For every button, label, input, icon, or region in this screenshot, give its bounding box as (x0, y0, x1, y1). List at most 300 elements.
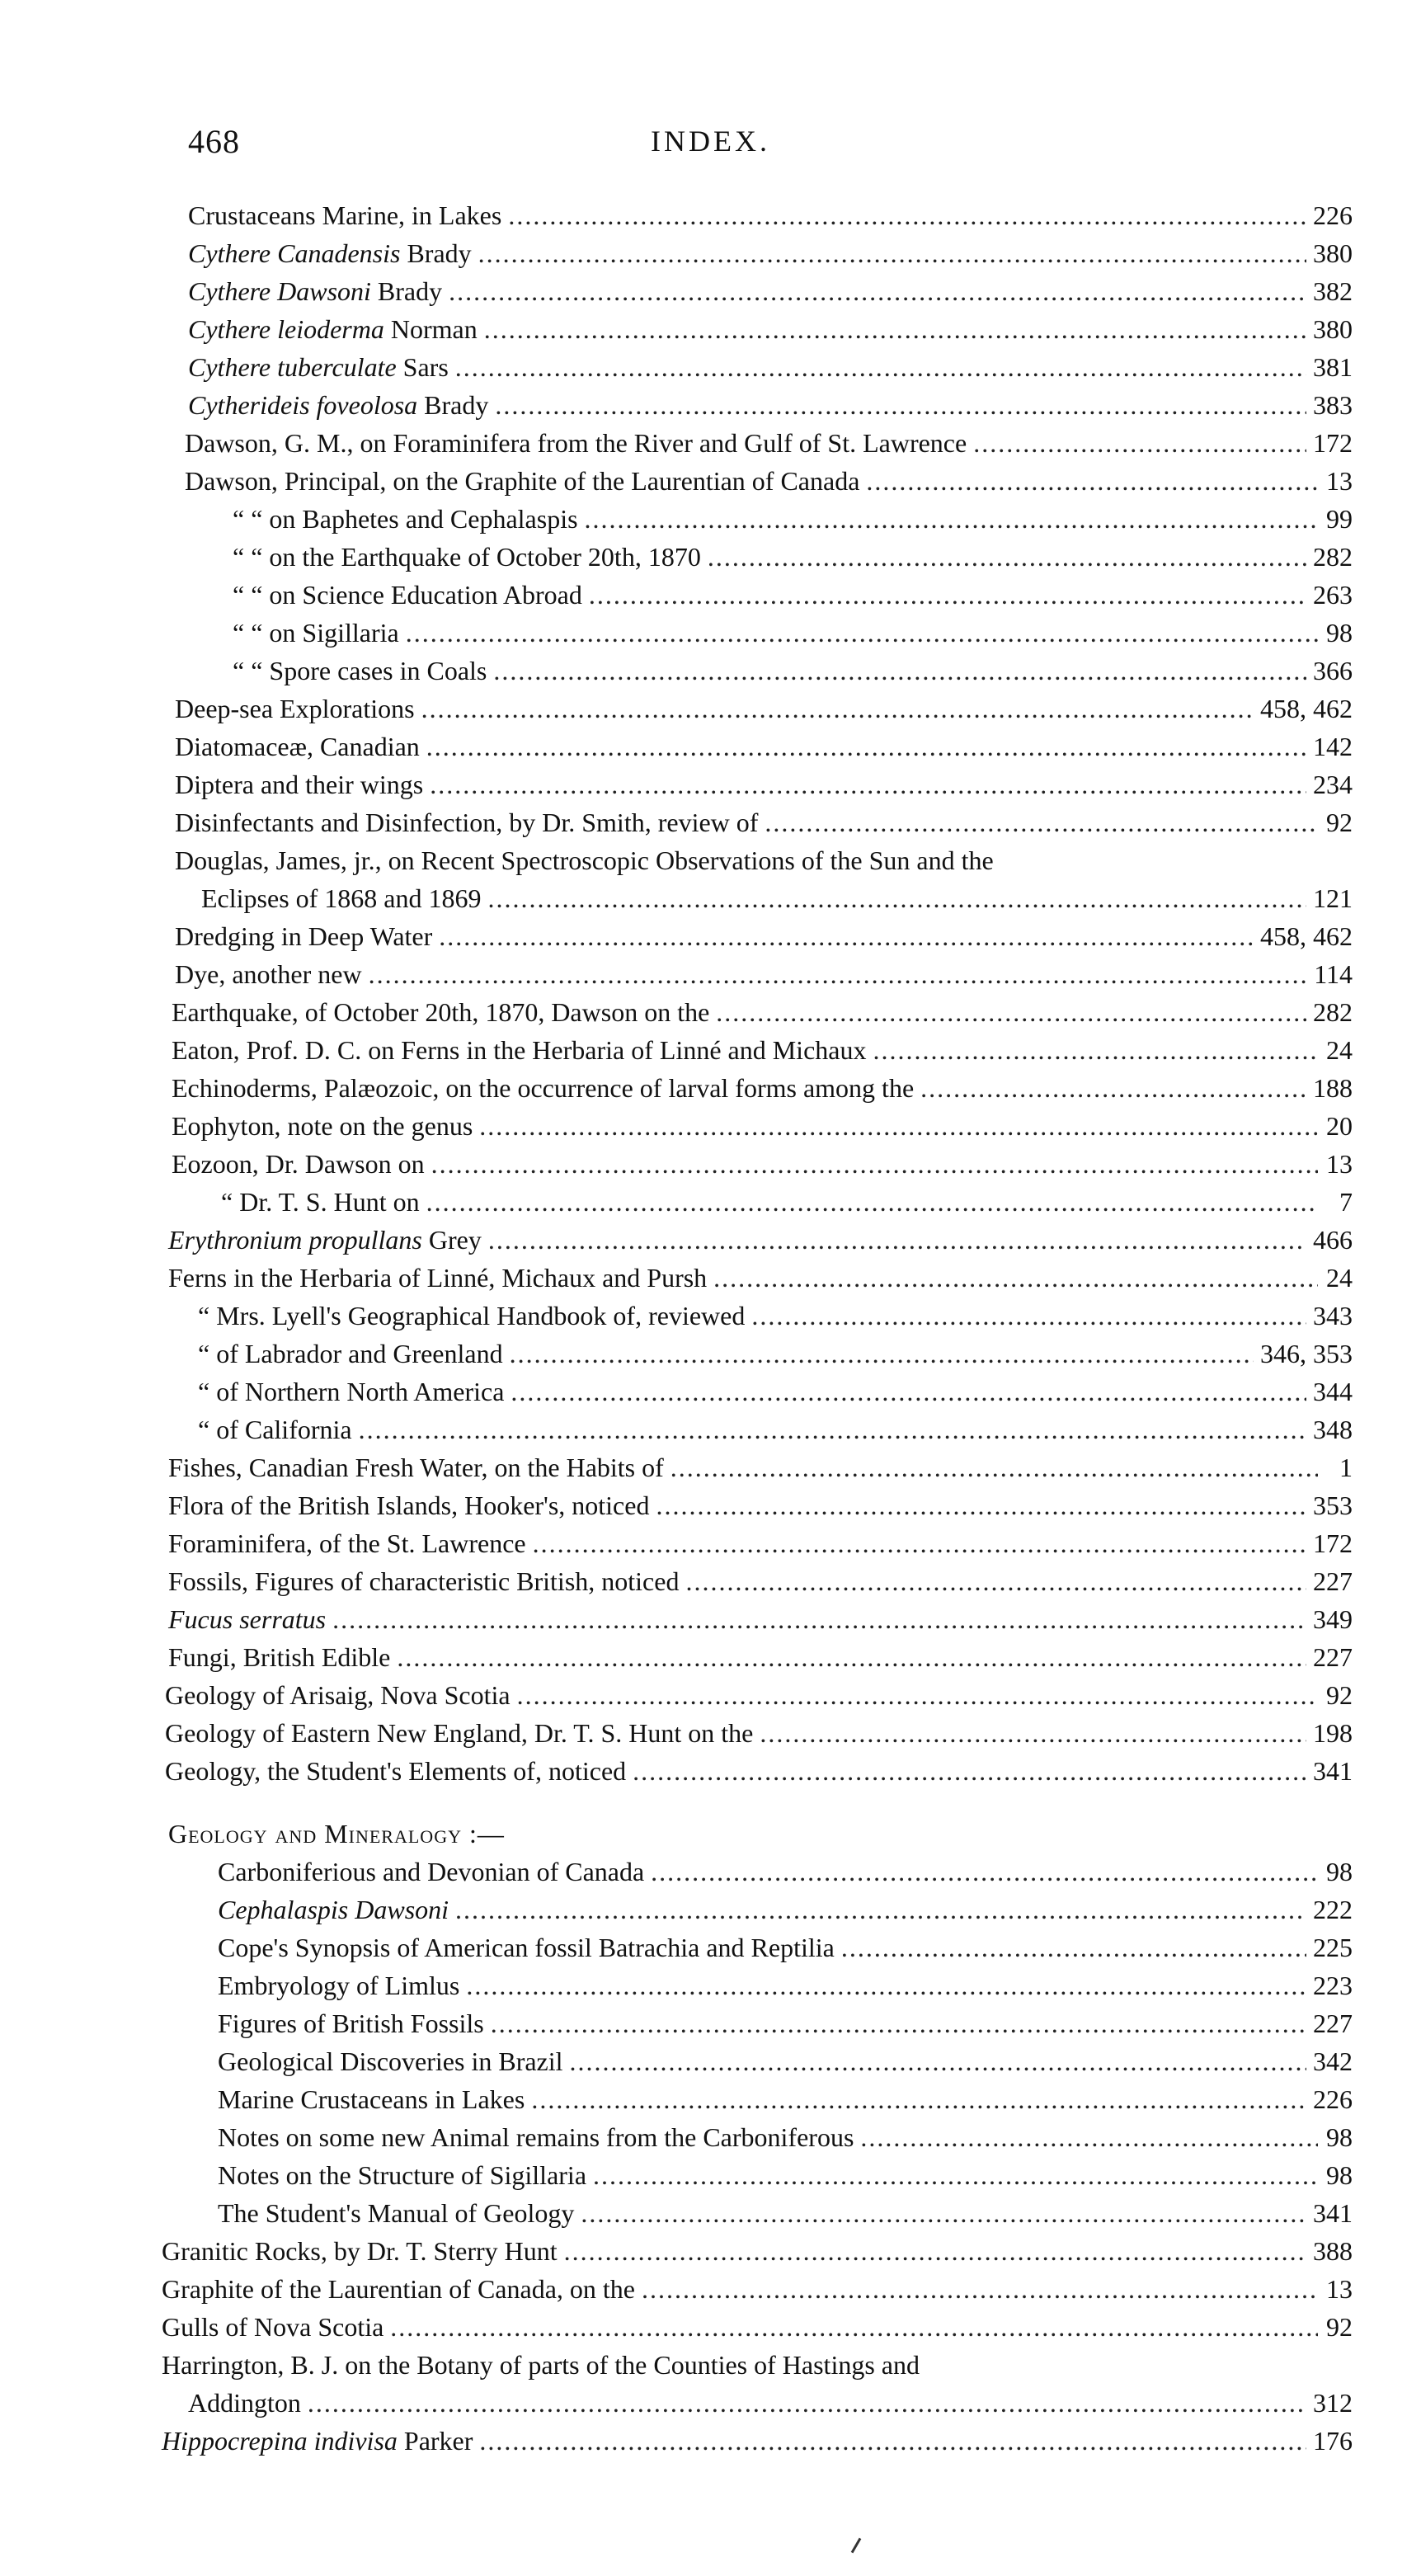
entry-text (162, 2270, 635, 2308)
entry-label: The Student's Manual of Geology (218, 2198, 575, 2228)
index-entry (0, 1524, 1353, 1562)
index-entry (0, 879, 1353, 917)
section-gap (0, 1790, 1421, 1815)
leader-dots (426, 728, 1306, 765)
index-entry (0, 1600, 1353, 1638)
entry-label: “ “ Spore cases in Coals (233, 656, 487, 685)
entry-label: “ “ on Baphetes and Cephalaspis (233, 504, 578, 534)
entry-text (175, 955, 362, 993)
entry-text (221, 1183, 420, 1221)
leader-dots (466, 1966, 1306, 2004)
entry-label: “ of Northern North America (198, 1377, 505, 1406)
leader-dots (369, 955, 1308, 993)
entry-label: “ Dr. T. S. Hunt on (221, 1187, 420, 1217)
entry-text (188, 348, 449, 386)
index-entry (0, 1145, 1353, 1183)
index-entry (0, 2042, 1353, 2080)
entry-label: Crustaceans Marine, in Lakes (188, 200, 502, 230)
entry-italic: Cythere tuberculate (188, 352, 397, 382)
page-reference: 341 (1313, 2198, 1353, 2228)
index-entry (0, 1928, 1353, 1966)
entry-text (218, 1966, 459, 2004)
page-reference: 188 (1313, 1073, 1353, 1103)
entry-text (218, 1928, 835, 1966)
index-entry (0, 1297, 1353, 1335)
page-reference: 344 (1313, 1377, 1353, 1406)
index-entry (0, 500, 1353, 538)
index-entry (0, 917, 1353, 955)
page-reference: 7 (1339, 1187, 1353, 1217)
index-entry (0, 1069, 1353, 1107)
entry-italic: Cythere Canadensis (188, 238, 401, 268)
entry-text (175, 765, 423, 803)
entry-text (175, 690, 415, 728)
entry-text (218, 2042, 563, 2080)
page-reference: 99 (1326, 504, 1353, 534)
entry-text (168, 1486, 649, 1524)
index-entry (0, 424, 1353, 462)
entry-label: Geology and Mineralogy :— (168, 1819, 505, 1848)
entry-text (162, 2422, 473, 2460)
index-entry (0, 1752, 1353, 1790)
leader-dots (570, 2042, 1306, 2080)
leader-dots (491, 2004, 1306, 2042)
entry-label: Sars (396, 352, 449, 382)
page-reference: 98 (1326, 618, 1353, 648)
page-number: 468 (188, 123, 240, 160)
entry-label: Norman (383, 314, 478, 344)
index-entry (0, 1410, 1353, 1448)
index-entry (0, 993, 1353, 1031)
entry-text (185, 462, 859, 500)
leader-dots (564, 2232, 1306, 2270)
leader-dots (517, 1676, 1318, 1714)
page-reference: 24 (1326, 1035, 1353, 1065)
entry-label: Gulls of Nova Scotia (162, 2312, 384, 2342)
index-entry (0, 614, 1353, 652)
page-reference: 223 (1313, 1971, 1353, 2000)
index-entry (0, 2308, 1353, 2346)
leader-dots (426, 1183, 1318, 1221)
entry-text (198, 1297, 745, 1335)
page-reference: 383 (1313, 390, 1353, 420)
entry-label: Notes on the Structure of Sigillaria (218, 2160, 587, 2190)
entry-text (185, 424, 967, 462)
entry-text (162, 2346, 920, 2384)
entry-label: Granitic Rocks, by Dr. T. Sterry Hunt (162, 2236, 558, 2266)
index-entry (0, 1448, 1353, 1486)
page-reference: 380 (1313, 314, 1353, 344)
leader-dots (308, 2384, 1306, 2422)
page-reference: 222 (1313, 1895, 1353, 1924)
index-entry (0, 310, 1353, 348)
leader-dots (973, 424, 1306, 462)
entry-label: Harrington, B. J. on the Botany of parts of the Counties of Hastings and (162, 2350, 920, 2380)
page-reference: 458, 462 (1260, 921, 1353, 951)
leader-dots (760, 1714, 1306, 1752)
index-entry (0, 1966, 1353, 2004)
page-reference: 13 (1326, 2274, 1353, 2304)
leader-dots (589, 576, 1306, 614)
entry-text (168, 1524, 526, 1562)
page-reference: 227 (1313, 1642, 1353, 1672)
entry-italic: Fucus serratus (168, 1604, 327, 1634)
page-reference: 198 (1313, 1718, 1353, 1748)
index-entry (0, 272, 1353, 310)
leader-dots (713, 1259, 1318, 1297)
leader-dots (421, 690, 1254, 728)
index-entry (0, 765, 1353, 803)
leader-dots (765, 803, 1318, 841)
index-entry (0, 1259, 1353, 1297)
entry-text (233, 500, 578, 538)
page-reference: 466 (1313, 1225, 1353, 1255)
leader-dots (716, 993, 1306, 1031)
entry-text (162, 2308, 383, 2346)
entry-label: Notes on some new Animal remains from the Carboniferous (218, 2122, 854, 2152)
entry-label: Brady (370, 276, 443, 306)
index-entry (0, 1562, 1353, 1600)
index-entry (0, 1638, 1353, 1676)
leader-dots (533, 1524, 1306, 1562)
page-reference: 92 (1326, 1680, 1353, 1710)
entry-text (172, 1107, 473, 1145)
index-entry (0, 1183, 1353, 1221)
index-entry (0, 955, 1353, 993)
entry-label: Geology, the Student's Elements of, noticed (165, 1756, 627, 1786)
leader-dots (359, 1410, 1306, 1448)
entry-label: Diptera and their wings (175, 770, 424, 799)
entry-label: “ “ on Sigillaria (233, 618, 399, 648)
entry-label: Foraminifera, of the St. Lawrence (168, 1528, 526, 1558)
index-entry (0, 1714, 1353, 1752)
leader-dots (841, 1928, 1306, 1966)
page-reference: 24 (1326, 1263, 1353, 1293)
entry-text (218, 2156, 586, 2194)
page-reference: 172 (1313, 428, 1353, 458)
leader-dots (479, 1107, 1318, 1145)
entry-italic: Cythere leioderma (188, 314, 384, 344)
index-entry (0, 196, 1353, 234)
leader-dots (656, 1486, 1306, 1524)
index-entry (0, 1335, 1353, 1373)
page-reference: 92 (1326, 808, 1353, 837)
index-entry (0, 2118, 1353, 2156)
index-entry (0, 2156, 1353, 2194)
entry-text (172, 1069, 914, 1107)
page-reference: 226 (1313, 200, 1353, 230)
page-reference: 282 (1313, 542, 1353, 572)
index-entry (0, 1107, 1353, 1145)
entry-label: Eclipses of 1868 and 1869 (201, 883, 482, 913)
leader-dots (685, 1562, 1306, 1600)
leader-dots (508, 196, 1306, 234)
entry-text (168, 1221, 482, 1259)
index-entry (0, 1031, 1353, 1069)
leader-dots (455, 348, 1306, 386)
page-reference: 142 (1313, 732, 1353, 761)
entry-text (172, 1031, 866, 1069)
entry-text (198, 1410, 352, 1448)
index-entry (0, 538, 1353, 576)
leader-dots (642, 2270, 1318, 2308)
entry-italic: Hippocrepina indivisa (162, 2426, 398, 2456)
entry-text (165, 1714, 753, 1752)
page-reference: 343 (1313, 1301, 1353, 1330)
entry-italic: Cephalaspis Dawsoni (218, 1895, 449, 1924)
entry-label: Dye, another new (175, 959, 362, 989)
page-reference: 121 (1313, 883, 1353, 913)
page-reference: 458, 462 (1260, 694, 1353, 723)
entry-text (175, 803, 758, 841)
page-reference: 92 (1326, 2312, 1353, 2342)
entry-italic: Erythronium propullans (168, 1225, 422, 1255)
margin-mark (851, 2538, 868, 2557)
page-reference: 346, 353 (1260, 1339, 1353, 1368)
page-reference: 353 (1313, 1491, 1353, 1520)
entry-label: Echinoderms, Palæozoic, on the occurrence of larval forms among the (172, 1073, 915, 1103)
entry-text (168, 1259, 707, 1297)
index-entry (0, 2346, 1353, 2384)
index-entry (0, 234, 1353, 272)
entry-text (233, 614, 399, 652)
entry-text (218, 2194, 574, 2232)
index-entry (0, 1373, 1353, 1410)
leader-dots (397, 1638, 1306, 1676)
page-reference: 349 (1313, 1604, 1353, 1634)
leader-dots (531, 2080, 1306, 2118)
page-reference: 388 (1313, 2236, 1353, 2266)
entry-label: Addington (188, 2388, 301, 2418)
leader-dots (449, 272, 1306, 310)
leader-dots (484, 310, 1306, 348)
index-entry (0, 2004, 1353, 2042)
entry-text (188, 196, 501, 234)
entry-label: Figures of British Fossils (218, 2009, 484, 2038)
index-entry (0, 803, 1353, 841)
entry-label: Eophyton, note on the genus (172, 1111, 473, 1141)
page-reference: 282 (1313, 997, 1353, 1027)
leader-dots (390, 2308, 1318, 2346)
page-reference: 380 (1313, 238, 1353, 268)
entry-label: Geology of Eastern New England, Dr. T. S. Hunt on the (165, 1718, 754, 1748)
entry-text (201, 879, 482, 917)
section-heading (0, 1815, 1353, 1853)
entry-label: Parker (397, 2426, 473, 2456)
entry-text (218, 2118, 854, 2156)
running-title: INDEX. (651, 125, 770, 158)
index-entry (0, 1486, 1353, 1524)
index-entry (0, 2194, 1353, 2232)
entry-label: Disinfectants and Disinfection, by Dr. Smith, review of (175, 808, 759, 837)
entry-label: Dawson, G. M., on Foraminifera from the River and Gulf of St. Lawrence (185, 428, 967, 458)
entry-label: Eozoon, Dr. Dawson on (172, 1149, 425, 1179)
entry-label: “ of Labrador and Greenland (198, 1339, 503, 1368)
page-reference: 13 (1326, 466, 1353, 496)
page-reference: 382 (1313, 276, 1353, 306)
entry-text (168, 1638, 390, 1676)
entry-text (233, 652, 487, 690)
page-reference: 227 (1313, 2009, 1353, 2038)
leader-dots (455, 1891, 1306, 1928)
page-reference: 98 (1326, 1857, 1353, 1886)
entry-label: Dredging in Deep Water (175, 921, 433, 951)
index-entry (0, 348, 1353, 386)
entry-label: Graphite of the Laurentian of Canada, on the (162, 2274, 635, 2304)
leader-dots (406, 614, 1318, 652)
page-reference: 234 (1313, 770, 1353, 799)
page-reference: 312 (1313, 2388, 1353, 2418)
leader-dots (633, 1752, 1306, 1790)
index-entry (0, 386, 1353, 424)
index-entry (0, 2422, 1353, 2460)
leader-dots (430, 765, 1306, 803)
leader-dots (593, 2156, 1318, 2194)
leader-dots (651, 1853, 1318, 1891)
entry-text (162, 2232, 558, 2270)
index-entry (0, 1676, 1353, 1714)
entry-text (168, 1448, 664, 1486)
entry-text (218, 1891, 449, 1928)
entry-text (233, 538, 701, 576)
leader-dots (751, 1297, 1306, 1335)
entry-label: Eaton, Prof. D. C. on Ferns in the Herbaria of Linné and Michaux (172, 1035, 867, 1065)
leader-dots (585, 500, 1318, 538)
leader-dots (488, 1221, 1306, 1259)
leader-dots (479, 2422, 1306, 2460)
page-reference: 98 (1326, 2160, 1353, 2190)
entry-label: Cope's Synopsis of American fossil Batrachia and Reptilia (218, 1933, 835, 1962)
entry-text (218, 1853, 644, 1891)
entry-text (218, 2004, 484, 2042)
page-reference: 366 (1313, 656, 1353, 685)
page-reference: 172 (1313, 1528, 1353, 1558)
index-entry (0, 462, 1353, 500)
entry-text (198, 1335, 503, 1373)
page-reference: 225 (1313, 1933, 1353, 1962)
entry-label: Fungi, British Edible (168, 1642, 391, 1672)
entry-text (168, 1815, 505, 1853)
index-entry (0, 576, 1353, 614)
page-reference: 227 (1313, 1566, 1353, 1596)
entry-text (175, 841, 994, 879)
leader-dots (671, 1448, 1318, 1486)
leader-dots (510, 1335, 1254, 1373)
page-reference: 263 (1313, 580, 1353, 610)
entry-text (188, 386, 488, 424)
entry-label: Geological Discoveries in Brazil (218, 2046, 563, 2076)
page-reference: 226 (1313, 2084, 1353, 2114)
index-entries (0, 196, 1421, 2460)
leader-dots (493, 652, 1306, 690)
entry-label: “ of California (198, 1415, 352, 1444)
entry-label: Fishes, Canadian Fresh Water, on the Habits of (168, 1453, 664, 1482)
page-reference: 20 (1326, 1111, 1353, 1141)
entry-label: “ “ on the Earthquake of October 20th, 1870 (233, 542, 701, 572)
leader-dots (860, 2118, 1318, 2156)
page-reference: 13 (1326, 1149, 1353, 1179)
index-entry (0, 690, 1353, 728)
entry-text (168, 1562, 679, 1600)
entry-text (172, 993, 709, 1031)
leader-dots (439, 917, 1254, 955)
leader-dots (431, 1145, 1318, 1183)
leader-dots (920, 1069, 1306, 1107)
entry-text (175, 728, 420, 765)
index-entry (0, 2384, 1353, 2422)
index-entry (0, 2270, 1353, 2308)
index-entry (0, 1221, 1353, 1259)
page-reference: 98 (1326, 2122, 1353, 2152)
index-entry (0, 841, 1353, 879)
entry-text (198, 1373, 504, 1410)
index-entry (0, 652, 1353, 690)
page-reference: 342 (1313, 2046, 1353, 2076)
leader-dots (488, 879, 1307, 917)
entry-label: Dawson, Principal, on the Graphite of the Laurentian of Canada (185, 466, 860, 496)
entry-text (188, 310, 478, 348)
page-reference: 381 (1313, 352, 1353, 382)
index-entry (0, 2080, 1353, 2118)
index-entry (0, 728, 1353, 765)
entry-text (165, 1676, 511, 1714)
page-reference: 341 (1313, 1756, 1353, 1786)
leader-dots (332, 1600, 1306, 1638)
leader-dots (511, 1373, 1306, 1410)
entry-text (218, 2080, 525, 2118)
entry-label: Embryology of Limlus (218, 1971, 460, 2000)
entry-italic: Cytherideis foveolosa (188, 390, 418, 420)
page-reference: 176 (1313, 2426, 1353, 2456)
entry-label: Earthquake, of October 20th, 1870, Dawson on the (172, 997, 710, 1027)
leader-dots (866, 462, 1318, 500)
entry-label: Fossils, Figures of characteristic British, noticed (168, 1566, 680, 1596)
entry-label: Ferns in the Herbaria of Linné, Michaux and Pursh (168, 1263, 708, 1293)
entry-text (188, 2384, 301, 2422)
entry-label: “ “ on Science Education Abroad (233, 580, 582, 610)
entry-text (233, 576, 582, 614)
entry-label: Diatomaceæ, Canadian (175, 732, 420, 761)
entry-text (172, 1145, 425, 1183)
page-header (0, 122, 1421, 172)
entry-text (168, 1600, 326, 1638)
entry-label: “ Mrs. Lyell's Geographical Handbook of, reviewed (198, 1301, 746, 1330)
leader-dots (581, 2194, 1306, 2232)
page-reference: 348 (1313, 1415, 1353, 1444)
index-entry (0, 1853, 1353, 1891)
leader-dots (495, 386, 1306, 424)
entry-label: Douglas, James, jr., on Recent Spectroscopic Observations of the Sun and the (175, 845, 994, 875)
entry-label: Deep-sea Explorations (175, 694, 415, 723)
entry-label: Marine Crustaceans in Lakes (218, 2084, 525, 2114)
entry-text (188, 234, 472, 272)
entry-label: Brady (417, 390, 489, 420)
leader-dots (873, 1031, 1318, 1069)
entry-label: Flora of the British Islands, Hooker's, noticed (168, 1491, 650, 1520)
index-entry (0, 2232, 1353, 2270)
entry-label: Grey (421, 1225, 482, 1255)
entry-label: Brady (400, 238, 472, 268)
entry-label: Carboniferious and Devonian of Canada (218, 1857, 645, 1886)
entry-text (175, 917, 432, 955)
page-reference: 1 (1339, 1453, 1353, 1482)
entry-text (165, 1752, 626, 1790)
index-entry (0, 1891, 1353, 1928)
page-reference: 114 (1314, 959, 1353, 989)
entry-italic: Cythere Dawsoni (188, 276, 371, 306)
entry-text (188, 272, 442, 310)
leader-dots (478, 234, 1306, 272)
